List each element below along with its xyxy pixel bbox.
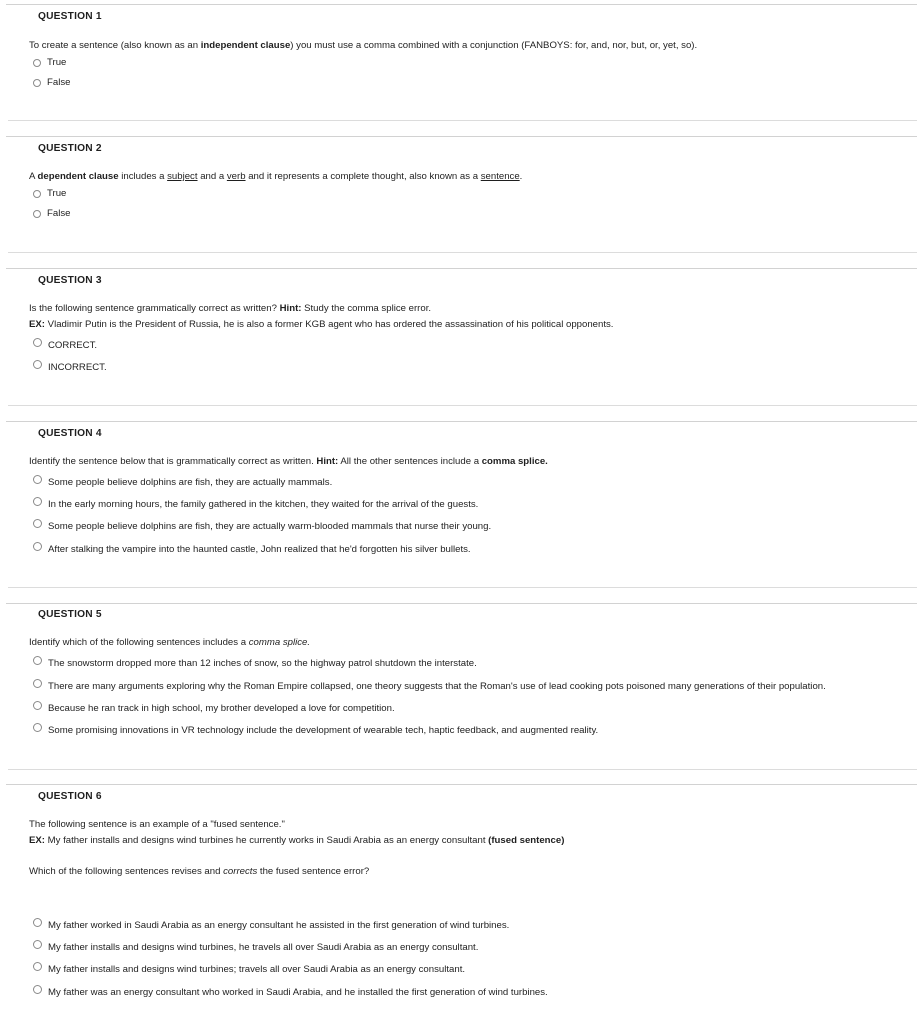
example-label: EX: (29, 835, 45, 846)
bold-term: comma splice. (481, 456, 548, 467)
question-4-title: QUESTION 4 (38, 428, 102, 439)
radio-button[interactable] (33, 542, 42, 551)
radio-button[interactable] (33, 190, 41, 198)
option-label: CORRECT. (48, 340, 98, 351)
bold-term: Hint: (316, 456, 339, 467)
divider (8, 587, 917, 588)
radio-button[interactable] (33, 475, 42, 484)
divider (6, 268, 917, 269)
q2-option-true[interactable] (33, 188, 66, 199)
italic-term: corrects (223, 866, 258, 877)
option-label: The snowstorm dropped more than 12 inches of snow, so the highway patrol shutdown the interstate. (48, 658, 477, 669)
q5-option-3[interactable] (33, 703, 395, 714)
top-divider (6, 4, 917, 5)
text-segment: Identify the sentence below that is grammatically correct as written. (29, 456, 317, 467)
text-segment: the fused sentence error? (257, 866, 370, 877)
underlined-term: verb (226, 171, 246, 182)
question-4-text (29, 456, 548, 467)
q5-option-2[interactable] (33, 681, 826, 692)
option-label: True (47, 188, 67, 199)
q6-option-3[interactable] (33, 964, 465, 975)
bold-term: independent clause (200, 40, 291, 51)
q4-option-3[interactable] (33, 521, 491, 532)
radio-button[interactable] (33, 338, 42, 347)
question-1-text (29, 40, 697, 51)
option-label: Some promising innovations in VR technology include the development of wearable tech, haptic feedback, and augmented reality. (48, 725, 599, 736)
text-segment: Which of the following sentences revises and (29, 866, 224, 877)
question-5-title: QUESTION 5 (38, 609, 102, 620)
radio-button[interactable] (33, 701, 42, 710)
question-6-text: The following sentence is an example of a "fused sentence." (29, 819, 285, 830)
text-segment: Study the comma splice error. (301, 303, 432, 314)
underlined-term: sentence (480, 171, 520, 182)
q3-option-correct[interactable] (33, 340, 97, 351)
q4-option-1[interactable] (33, 477, 332, 488)
radio-button[interactable] (33, 679, 42, 688)
option-label: Because he ran track in high school, my brother developed a love for competition. (48, 703, 395, 714)
bold-term: Hint: (279, 303, 302, 314)
q6-option-4[interactable] (33, 987, 548, 998)
question-6-title: QUESTION 6 (38, 791, 102, 802)
option-label: There are many arguments exploring why the Roman Empire collapsed, one theory suggests that the Roman's use of lead cooking pots poisoned many generations of their population. (48, 681, 826, 692)
radio-button[interactable] (33, 985, 42, 994)
option-label: My father installs and designs wind turbines; travels all over Saudi Arabia as an energy consultant. (48, 964, 466, 975)
text-segment: A (29, 171, 38, 182)
option-label: True (47, 57, 67, 68)
q5-option-1[interactable] (33, 658, 477, 669)
q1-option-true[interactable] (33, 57, 66, 68)
text-segment: and a (197, 171, 227, 182)
option-label: In the early morning hours, the family gathered in the kitchen, they waited for the arrival of the guests. (48, 499, 479, 510)
text-segment: Identify which of the following sentences includes a (29, 637, 249, 648)
radio-button[interactable] (33, 210, 41, 218)
divider (6, 784, 917, 785)
example-label: EX: (29, 319, 45, 330)
radio-button[interactable] (33, 497, 42, 506)
question-1-title: QUESTION 1 (38, 11, 102, 22)
question-3-title: QUESTION 3 (38, 275, 102, 286)
radio-button[interactable] (33, 940, 42, 949)
radio-button[interactable] (33, 723, 42, 732)
option-label: False (47, 77, 71, 88)
radio-button[interactable] (33, 962, 42, 971)
divider (8, 405, 917, 406)
option-label: Some people believe dolphins are fish, they are actually warm-blooded mammals that nurse their young. (48, 521, 492, 532)
question-2-title: QUESTION 2 (38, 143, 102, 154)
q4-option-4[interactable] (33, 544, 471, 555)
bold-term: dependent clause (37, 171, 119, 182)
option-label: My father worked in Saudi Arabia as an energy consultant he assisted in the first generation of wind turbines. (48, 920, 510, 931)
option-label: My father was an energy consultant who worked in Saudi Arabia, and he installed the first generation of wind turbines. (48, 987, 548, 998)
radio-button[interactable] (33, 918, 42, 927)
example-text: Vladimir Putin is the President of Russia, he is also a former KGB agent who has ordered the assassination of his political opponents. (45, 319, 614, 330)
divider (8, 120, 917, 121)
q3-option-incorrect[interactable] (33, 362, 107, 373)
option-label: After stalking the vampire into the haunted castle, John realized that he'd forgotten his silver bullets. (48, 544, 471, 555)
radio-button[interactable] (33, 79, 41, 87)
divider (8, 769, 917, 770)
radio-button[interactable] (33, 656, 42, 665)
question-5-text (29, 637, 310, 648)
radio-button[interactable] (33, 519, 42, 528)
question-3-text (29, 303, 431, 314)
option-label: My father installs and designs wind turbines, he travels all over Saudi Arabia as an energy consultant. (48, 942, 479, 953)
text-segment: and it represents a complete thought, also known as a (245, 171, 481, 182)
question-6-example (29, 835, 564, 846)
text-segment: All the other sentences include a (338, 456, 482, 467)
question-2-text (29, 171, 522, 182)
example-text: My father installs and designs wind turbines he currently works in Saudi Arabia as an energy consultant (45, 835, 489, 846)
radio-button[interactable] (33, 59, 41, 67)
text-segment: . (519, 171, 523, 182)
divider (6, 603, 917, 604)
text-segment: ) you must use a comma combined with a conjunction (FANBOYS: for, and, nor, but, or, yet, so). (290, 40, 698, 51)
bold-term: (fused sentence) (488, 835, 565, 846)
q4-option-2[interactable] (33, 499, 478, 510)
q2-option-false[interactable] (33, 208, 70, 219)
question-3-example (29, 319, 613, 330)
q1-option-false[interactable] (33, 77, 70, 88)
radio-button[interactable] (33, 360, 42, 369)
q6-option-2[interactable] (33, 942, 478, 953)
text-segment: To create a sentence (also known as an (29, 40, 201, 51)
divider (8, 252, 917, 253)
option-label: Some people believe dolphins are fish, they are actually mammals. (48, 477, 333, 488)
divider (6, 421, 917, 422)
question-6-prompt (29, 866, 369, 877)
italic-term: comma splice. (248, 637, 311, 648)
divider (6, 136, 917, 137)
text-segment: Is the following sentence grammatically correct as written? (29, 303, 280, 314)
underlined-term: subject (167, 171, 198, 182)
text-segment: includes a (118, 171, 168, 182)
q6-option-1[interactable] (33, 920, 509, 931)
option-label: False (47, 208, 71, 219)
q5-option-4[interactable] (33, 725, 598, 736)
option-label: INCORRECT. (48, 362, 107, 373)
